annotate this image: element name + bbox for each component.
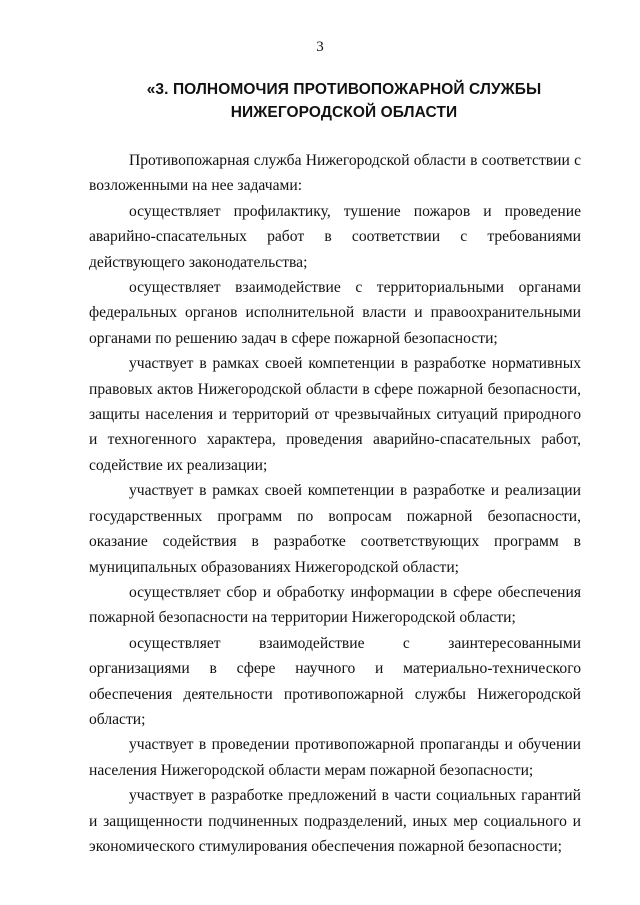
section-heading [94,78,594,124]
paragraph-item: участвует в разработке предложений в части социальных гарантий и защищенности подчиненных подразделений, иных мер социального и экономического стимулирования обеспечения пожарной безопасности; [89,787,581,855]
paragraph-item: осуществляет сбор и обработку информации в сфере обеспечения пожарной безопасности на территории Нижегородской области; [89,583,581,627]
paragraph-item: участвует в проведении противопожарной пропаганды и обучении населения Нижегородской области мерам пожарной безопасности; [89,736,581,779]
paragraph-item: осуществляет взаимодействие с территориальными органами федеральных органов исполнительной власти и правоохранительными органами по решению задач в сфере пожарной безопасности; [89,279,581,347]
paragraph-item: осуществляет взаимодействие с заинтересованными организациями в сфере научного и материально-технического обеспечения деятельности противопожарной службы Нижегородской области; [89,634,581,728]
paragraph-item: осуществляет профилактику, тушение пожаров и проведение аварийно-спасательных работ в соответствии с требованиями действующего законодательства; [89,202,581,271]
body-text [89,148,581,859]
paragraph-item: участвует в рамках своей компетенции в разработке нормативных правовых актов Нижегородской области в сфере пожарной безопасности, защиты населения и территорий от чрезвычайных ситуаций природного и техногенного характера, проведения аварийно-спасательных работ, содействие их реализации; [89,355,581,474]
paragraph-item: участвует в рамках своей компетенции в разработке и реализации государственных программ по вопросам пожарной безопасности, оказание содействия в разработке соответствующих программ в муниципальных образованиях Нижегородской области; [89,482,581,576]
paragraph-intro: Противопожарная служба Нижегородской области в соответствии с возложенными на нее задачами: [89,152,581,195]
page-number: 3 [316,39,324,55]
section-heading-line-2: НИЖЕГОРОДСКОЙ ОБЛАСТИ [230,104,458,121]
section-heading-line-1: «3. ПОЛНОМОЧИЯ ПРОТИВОПОЖАРНОЙ СЛУЖБЫ [146,81,542,98]
